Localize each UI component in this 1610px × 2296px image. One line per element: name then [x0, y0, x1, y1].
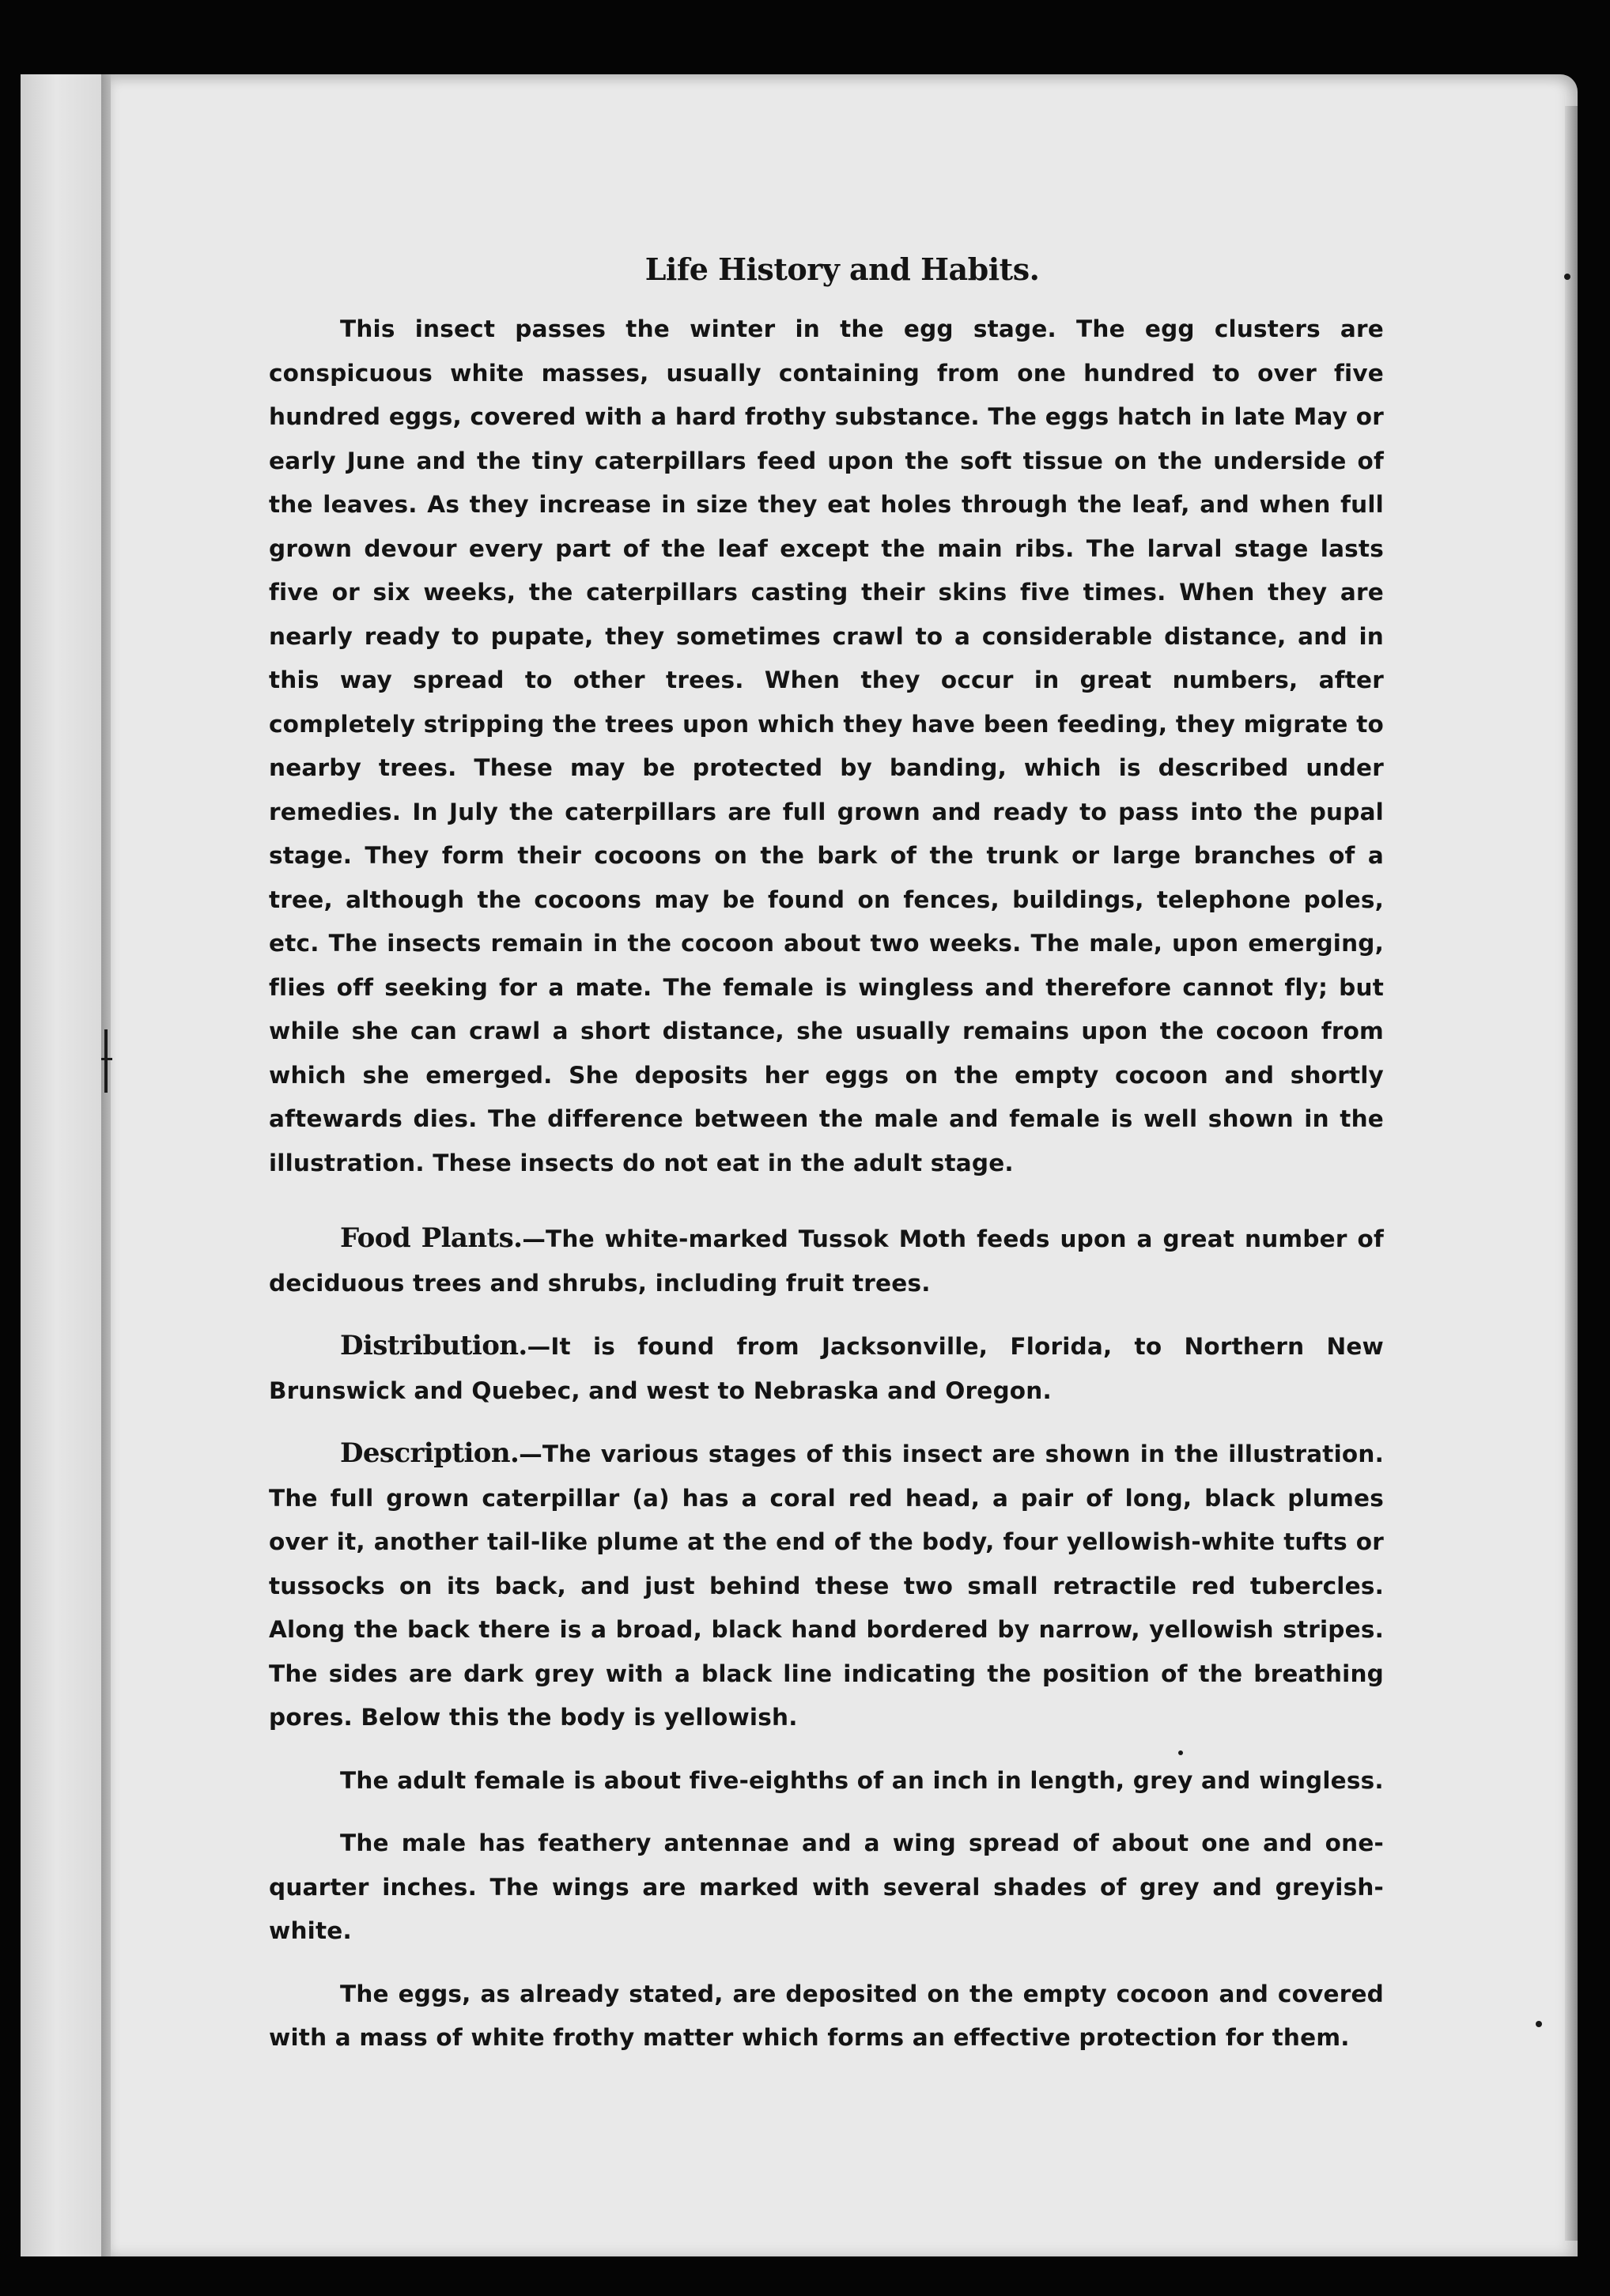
food-plants-text: —The white-marked Tussok Moth feeds upon a great number of deciduous trees and shrubs, including fruit trees. — [269, 1225, 1385, 1297]
distribution-paragraph — [269, 1324, 1384, 1413]
margin-bracket-mark — [104, 1029, 108, 1093]
adult-female-paragraph: The adult female is about five-eighths of an inch in length, grey and wingless. — [340, 1766, 1384, 1794]
description-paragraph — [269, 1432, 1384, 1740]
male-paragraph: The male has feathery antennae and a wing spread of about one and one-quarter inches. The wings are marked with several shades of grey and greyish-white. — [269, 1830, 1384, 1944]
article-body — [269, 251, 1384, 2079]
distribution-heading: Distribution. — [340, 1330, 527, 1361]
eggs-paragraph: The eggs, as already stated, are deposited on the empty cocoon and covered with a mass of white frothy matter which forms an effective protection for them. — [269, 1980, 1384, 2051]
page-title: Life History and Habits. — [644, 251, 1040, 287]
margin-tick-mark — [101, 1058, 112, 1060]
life-history-paragraph: This insect passes the winter in the egg stage. The egg clusters are conspicuous white masses, usually containing from one hundred to over five hundred eggs, covered with a hard frothy substance. The eggs hatch in late May or early June and the tiny caterpillars feed upon the soft tissue on the underside of the leaves. As they increase in size they eat holes through the leaf, and when full grown devour every part of the leaf except the main ribs. The larval stage lasts five or six weeks, the caterpillars casting their skins five times. When they are nearly ready to pupate, they sometimes crawl to a considerable distance, and in this way spread to other trees. When they occur in great numbers, after completely stripping the trees upon which they have been feeding, they migrate to nearby trees. These may be protected by banding, which is described under remedies. In July the caterpillars are full grown and ready to pass into the pupal stage. They form their cocoons on the bark of the trunk or large branches of a tree, although the cocoons may be found on fences, buildings, telephone poles, etc. The insects remain in the cocoon about two weeks. The male, upon emerging, flies off seeking for a mate. The female is wingless and therefore cannot fly; but while she can crawl a short distance, she usually remains upon the cocoon from which she emerged. She deposits her eggs on the empty cocoon and shortly aftewards dies. The difference between the male and female is well shown in the illustration. These insects do not eat in the adult stage. — [269, 315, 1384, 1176]
page-edge-shadow — [1565, 106, 1578, 2241]
facing-page-edge — [21, 74, 109, 2256]
page-speck — [1564, 274, 1570, 280]
description-text: —The various stages of this insect are shown in the illustration. The full grown caterpillar (a) has a coral red head, a pair of long, black plumes over it, another tail-like plume at the end of the body, four yellowish-white tufts or tussocks on its back, and just behind these two small retractile red tubercles. Along the back there is a broad, black hand bordered by narrow, yellowish stripes. The sides are dark grey with a black line indicating the position of the breathing pores. Below this the body is yellowish. — [269, 1441, 1384, 1731]
distribution-text: —It is found from Jacksonville, Florida, to Northern New Brunswick and Quebec, and west to Nebraska and Oregon. — [269, 1333, 1384, 1404]
food-plants-heading: Food Plants. — [340, 1222, 523, 1254]
food-plants-paragraph — [269, 1217, 1384, 1305]
description-heading: Description. — [340, 1437, 520, 1469]
page-speck — [1536, 2021, 1542, 2027]
